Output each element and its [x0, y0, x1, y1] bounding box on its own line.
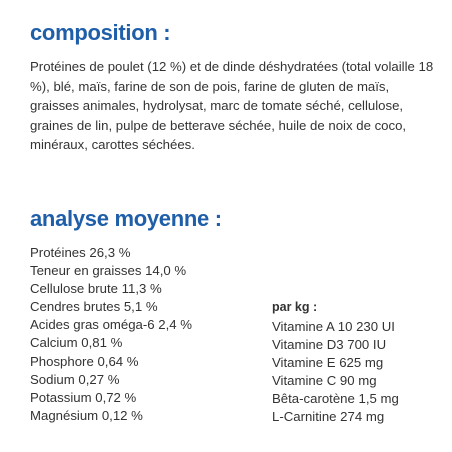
per-kg-list	[272, 318, 399, 427]
composition-heading: composition :	[30, 20, 171, 45]
analysis-item-fiber: Cellulose brute 11,3 %	[30, 281, 162, 297]
analysis-item-ash: Cendres brutes 5,1 %	[30, 299, 158, 315]
per-kg-item-beta-carotene: Bêta-carotène 1,5 mg	[272, 391, 399, 407]
per-kg-item-vitamin-d3: Vitamine D3 700 IU	[272, 337, 387, 353]
analysis-list	[30, 244, 192, 425]
analysis-item-proteins: Protéines 26,3 %	[30, 245, 131, 260]
analysis-heading: analyse moyenne :	[30, 206, 222, 231]
per-kg-item-l-carnitine: L-Carnitine 274 mg	[272, 409, 385, 425]
analysis-item-potassium: Potassium 0,72 %	[30, 389, 137, 405]
per-kg-section	[272, 298, 399, 427]
composition-text: Protéines de poulet (12 %) et de dinde déshydratées (total volaille 18 %), blé, maïs, farine de son de pois, farine de gluten de maïs, graisses animales, hydrolysat, marc de tomate séché, cellulose, graines de lin, pulpe de betterave séchée, huile de noix de coco, minéraux, carottes séchées.	[30, 59, 434, 152]
per-kg-item-vitamin-e: Vitamine E 625 mg	[272, 355, 384, 371]
analysis-item-magnesium: Magnésium 0,12 %	[30, 407, 143, 423]
analysis-item-omega6: Acides gras oméga-6 2,4 %	[30, 317, 192, 333]
per-kg-item-vitamin-c: Vitamine C 90 mg	[272, 373, 377, 389]
analysis-item-calcium: Calcium 0,81 %	[30, 335, 123, 351]
analysis-item-fat: Teneur en graisses 14,0 %	[30, 263, 187, 279]
analysis-item-phosphorus: Phosphore 0,64 %	[30, 353, 139, 369]
analysis-item-sodium: Sodium 0,27 %	[30, 371, 120, 387]
per-kg-title: par kg :	[272, 300, 318, 314]
per-kg-item-vitamin-a: Vitamine A 10 230 UI	[272, 319, 395, 334]
